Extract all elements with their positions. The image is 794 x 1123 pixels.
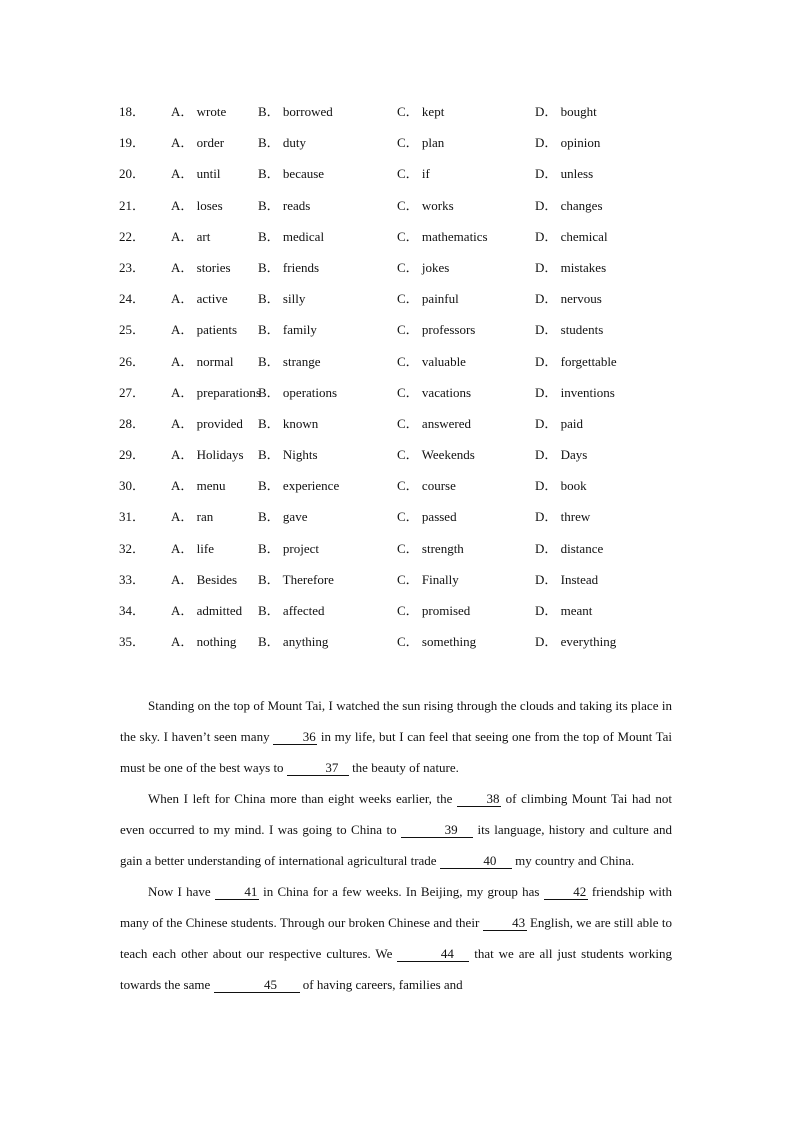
option-a: A． provided	[171, 415, 243, 431]
option-a: A． until	[171, 166, 221, 182]
option-a: A． Besides	[171, 571, 238, 587]
passage-text: When I left for China more than eight weeks earlier, the	[148, 791, 458, 806]
option-d: D． threw	[535, 509, 591, 525]
option-d: D． unless	[535, 166, 594, 182]
option-b: B． Nights	[258, 447, 318, 463]
blank-44: 44	[397, 947, 469, 962]
question-row	[119, 319, 679, 350]
option-d: D． paid	[535, 415, 584, 431]
option-b: B． medical	[258, 228, 325, 244]
question-row	[119, 351, 679, 382]
question-row	[119, 163, 679, 194]
option-c: C． kept	[397, 104, 445, 119]
blank-39: 39	[401, 823, 473, 838]
answer-options-list	[119, 101, 679, 662]
option-d: D． meant	[535, 603, 593, 618]
option-d: D． forgettable	[535, 353, 617, 369]
passage-text: the beauty of nature.	[348, 760, 459, 775]
option-b: B． gave	[258, 509, 308, 525]
option-b: B． affected	[258, 603, 325, 618]
question-row	[119, 631, 679, 662]
option-d: D． Days	[535, 447, 588, 463]
blank-40: 40	[440, 854, 512, 869]
cloze-passage	[120, 690, 672, 1000]
option-c: C． Weekends	[397, 447, 475, 463]
blank-41: 41	[215, 885, 259, 900]
option-d: D． mistakes	[535, 259, 607, 275]
passage-text: that we are all just students working towards the same	[120, 946, 672, 992]
option-c: C． plan	[397, 135, 445, 151]
question-number: 25．	[119, 322, 146, 338]
option-a: A． nothing	[171, 634, 237, 650]
passage-paragraph-2	[120, 783, 672, 876]
option-a: A． Holidays	[171, 447, 244, 463]
question-number: 28．	[119, 415, 146, 431]
blank-42: 42	[544, 885, 588, 900]
option-b: B． Therefore	[258, 571, 334, 587]
passage-text: English, we are still able to teach each other about our respective cultures. We	[120, 915, 672, 961]
passage-text: my country and China.	[511, 853, 635, 868]
option-a: A． art	[171, 228, 211, 244]
option-d: D． bought	[535, 104, 597, 119]
blank-38: 38	[457, 792, 501, 807]
option-b: B． strange	[258, 353, 321, 369]
option-a: A． life	[171, 540, 214, 556]
option-c: C． mathematics	[397, 228, 488, 244]
option-d: D． students	[535, 322, 604, 338]
question-number: 33．	[119, 571, 146, 587]
option-c: C． course	[397, 478, 456, 494]
question-row	[119, 600, 679, 631]
option-b: B． known	[258, 415, 319, 431]
passage-paragraph-3	[120, 876, 672, 1000]
option-b: B． silly	[258, 291, 306, 307]
option-a: A． preparations	[171, 384, 261, 400]
question-number: 30．	[119, 478, 146, 494]
passage-paragraph-1	[120, 690, 672, 783]
option-b: B． duty	[258, 135, 307, 151]
option-b: B． experience	[258, 478, 340, 494]
passage-text: friendship with many of the Chinese students. Through our broken Chinese and their	[120, 884, 672, 930]
passage-text: in China for a few weeks. In Beijing, my group has	[258, 884, 544, 899]
question-number: 19．	[119, 135, 146, 151]
option-c: C． something	[397, 634, 477, 650]
blank-36: 36	[273, 730, 317, 745]
question-number: 31．	[119, 509, 146, 525]
blank-45: 45	[214, 978, 300, 993]
option-c: C． vacations	[397, 384, 472, 400]
passage-text: its language, history and culture and gain a better understanding of international agricultural trade	[120, 822, 673, 868]
option-c: C． promised	[397, 603, 471, 618]
option-c: C． professors	[397, 322, 476, 338]
option-c: C． passed	[397, 509, 457, 525]
option-c: C． valuable	[397, 353, 466, 369]
question-row	[119, 288, 679, 319]
option-d: D． inventions	[535, 384, 615, 400]
option-c: C． works	[397, 197, 454, 213]
option-a: A． order	[171, 135, 225, 151]
option-a: A． wrote	[171, 104, 227, 119]
option-b: B． project	[258, 540, 320, 556]
option-c: C． if	[397, 166, 430, 182]
option-c: C． jokes	[397, 259, 450, 275]
option-c: C． Finally	[397, 571, 459, 587]
question-row	[119, 569, 679, 600]
question-row	[119, 132, 679, 163]
option-d: D． everything	[535, 634, 617, 650]
question-row	[119, 506, 679, 537]
option-d: D． changes	[535, 197, 603, 213]
question-row	[119, 226, 679, 257]
option-d: D． Instead	[535, 571, 599, 587]
option-b: B． borrowed	[258, 104, 333, 119]
question-row	[119, 538, 679, 569]
option-b: B． operations	[258, 384, 338, 400]
question-number: 18．	[119, 104, 146, 119]
question-row	[119, 257, 679, 288]
option-d: D． chemical	[535, 228, 608, 244]
question-row	[119, 382, 679, 413]
option-a: A． stories	[171, 259, 231, 275]
question-number: 27．	[119, 384, 146, 400]
option-d: D． nervous	[535, 291, 602, 307]
option-a: A． active	[171, 291, 228, 307]
option-a: A． normal	[171, 353, 234, 369]
option-a: A． loses	[171, 197, 223, 213]
blank-37: 37	[287, 761, 349, 776]
option-c: C． strength	[397, 540, 464, 556]
question-number: 29．	[119, 447, 146, 463]
question-number: 24．	[119, 291, 146, 307]
option-c: C． answered	[397, 415, 472, 431]
question-number: 20．	[119, 166, 146, 182]
option-b: B． because	[258, 166, 325, 182]
question-row	[119, 413, 679, 444]
question-number: 23．	[119, 259, 146, 275]
option-b: B． reads	[258, 197, 311, 213]
option-d: D． opinion	[535, 135, 601, 151]
question-row	[119, 195, 679, 226]
passage-text: Now I have	[148, 884, 215, 899]
option-d: D． book	[535, 478, 587, 494]
option-a: A． patients	[171, 322, 238, 338]
question-row	[119, 101, 679, 132]
passage-text: of having careers, families and	[299, 977, 463, 992]
question-number: 22．	[119, 228, 146, 244]
option-b: B． friends	[258, 259, 320, 275]
option-d: D． distance	[535, 540, 604, 556]
passage-text: Standing on the top of Mount Tai, I watched the sun rising through the clouds and taking its place in the sky. I haven’t seen many	[120, 698, 672, 744]
option-c: C． painful	[397, 291, 459, 307]
question-number: 26．	[119, 353, 146, 369]
question-row	[119, 475, 679, 506]
option-a: A． admitted	[171, 603, 243, 618]
option-a: A． menu	[171, 478, 226, 494]
passage-text: of climbing Mount Tai had not even occurred to my mind. I was going to China to	[120, 791, 673, 837]
option-b: B． anything	[258, 634, 329, 650]
question-number: 21．	[119, 197, 146, 213]
passage-text: in my life, but I can feel that seeing one from the top of Mount Tai must be one of the best ways to	[120, 729, 672, 775]
option-b: B． family	[258, 322, 317, 338]
question-number: 34．	[119, 603, 146, 618]
question-number: 32．	[119, 540, 146, 556]
question-number: 35．	[119, 634, 146, 650]
question-row	[119, 444, 679, 475]
blank-43: 43	[483, 916, 527, 931]
option-a: A． ran	[171, 509, 214, 525]
